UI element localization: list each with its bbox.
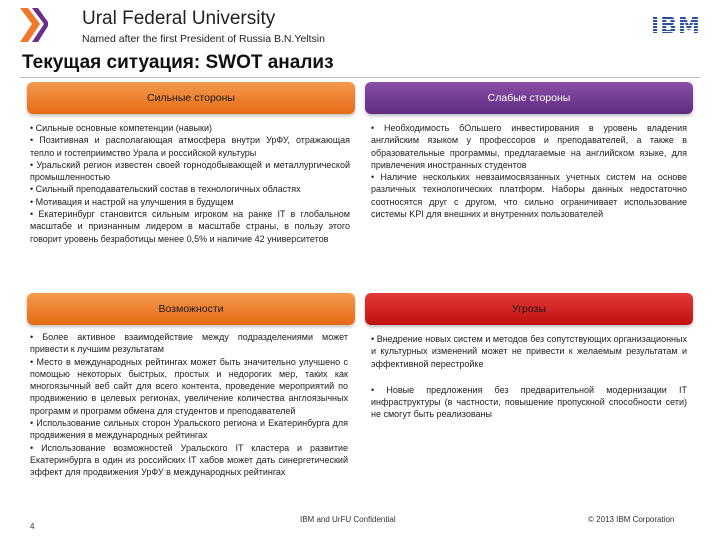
strength-item: • Позитивная и располагающая атмосфера внутри УрФУ, отражающая тепло и гостеприимство Урала и российской культуры: [30, 135, 350, 158]
opportunities-list: [30, 331, 348, 479]
threats-header: Угрозы: [365, 293, 693, 325]
threat-item: • Новые предложения без предварительной модернизации IT инфраструктуры (в частности, повышение пропускной способности сети) не смогут быть реализованы: [371, 384, 687, 420]
title-divider: [20, 77, 700, 78]
strength-item: • Сильные основные компетенции (навыки): [30, 123, 212, 133]
footer-confidential: IBM and UrFU Confidential: [300, 515, 396, 524]
university-subtitle: Named after the first President of Russia B.N.Yeltsin: [82, 33, 325, 45]
urfu-logo-icon: [18, 6, 48, 44]
strengths-header: Сильные стороны: [27, 82, 355, 114]
strength-item: • Уральский регион известен своей горнодобывающей и металлургической промышленностью: [30, 159, 350, 183]
strength-item: • Сильный преподавательский состав в технологичных областях: [30, 184, 301, 195]
opportunity-item: • Использование сильных сторон Уральского региона и Екатеринбурга для продвижения в международных рейтингах: [30, 418, 348, 441]
university-name: Ural Federal University: [82, 8, 276, 29]
strength-item: • Мотивация и настрой на улучшения в будущем: [30, 196, 234, 207]
strengths-list: [30, 122, 350, 245]
weakness-item: • Необходимость бОльшего инвестирования в уровень владения английским языком у профессоров и преподавателей, а также в образовательные программы, предлагаемые на английском языке, для привлечения иностранных студентов: [371, 123, 687, 170]
opportunities-header: Возможности: [27, 293, 355, 325]
threat-item: • Внедрение новых систем и методов без сопутствующих организационных и культурных изменений может не привести к желаемым результатам и эффективной перестройке: [371, 334, 687, 369]
footer-copyright: © 2013 IBM Corporation: [588, 515, 675, 524]
spacer: [371, 370, 687, 384]
strength-item: • Екатеринбург становится сильным игроком на ранке IT в глобальном масштабе и признанным лидером в масштабе страны, в пользу этого говорит уровень безработицы менее 0,5% и наличие 42 университетов: [30, 209, 350, 244]
weaknesses-header: Слабые стороны: [365, 82, 693, 114]
threats-list: [371, 333, 687, 421]
page-number: 4: [30, 522, 35, 531]
page-title: Текущая ситуация: SWOT анализ: [22, 52, 334, 73]
opportunity-item: • Более активное взаимодействие между подразделениями может привести к лучшим результатам: [30, 332, 348, 355]
ibm-logo: IBM: [651, 14, 701, 39]
weakness-item: • Наличие нескольких невзаимосвязанных учетных систем на основе различных технологических платформ. Наборы данных недостаточно соотносятся друг с другом, что сильно ограничивает использование системы KPI для внешних и внутренних пользователей: [371, 172, 687, 220]
weaknesses-list: [371, 122, 687, 220]
opportunity-item: • Место в международных рейтингах может быть значительно улучшено с помощью некоторых быстрых, простых и недорогих мер, таких как многоязычный веб сайт для всего контента, проведение мероприятий по продвижению в целевых регионах, увеличение количества англоязычных программ и программ обмена для студентов и преподавателей: [30, 356, 348, 416]
opportunity-item: • Использование возможностей Уральского IT кластера и развитие Екатеринбурга в один из российских IT хабов может дать синергетический эффект для продвижения УрФУ в международных рейтингах: [30, 442, 348, 478]
